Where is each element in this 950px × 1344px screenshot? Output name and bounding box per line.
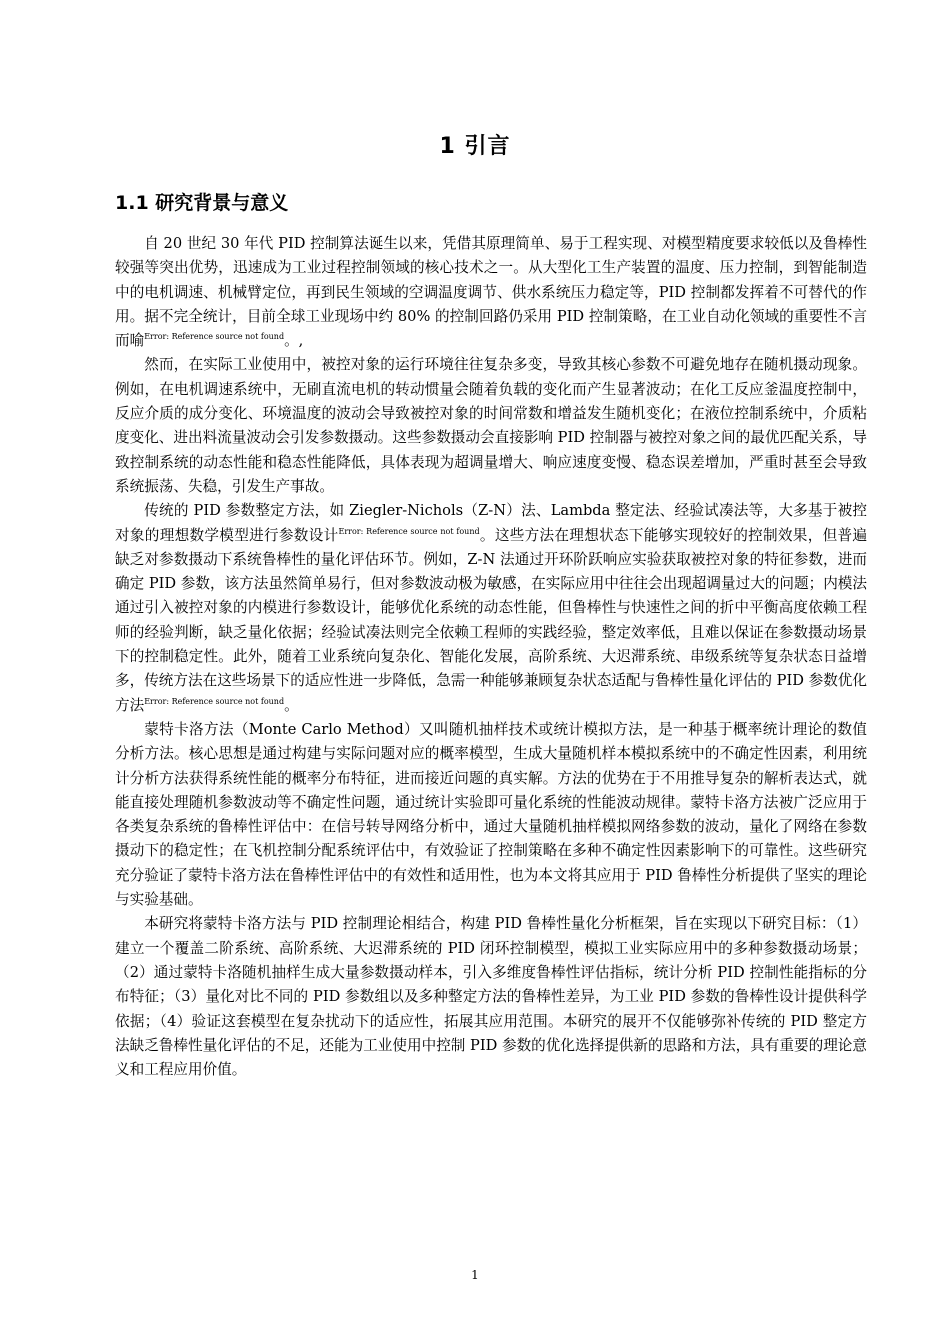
body-text xyxy=(115,232,867,1082)
reference-error-marker: Error: Reference source not found xyxy=(338,526,480,536)
paragraph-3-text-a: 传统的 PID 参数整定方法，如 Ziegler-Nichols（Z-N）法、Lambda 整定法、经验试凑法等，大多基于被控对象的理想数学模型进行参数设计 xyxy=(115,502,867,544)
paragraph-1-text-a: 自 20 世纪 30 年代 PID 控制算法诞生以来，凭借其原理简单、易于工程实现、对模型精度要求较低以及鲁棒性较强等突出优势，迅速成为工业过程控制领域的核心技术之一。从大型化工生产装置的温度、压力控制，到智能制造中的电机调速、机械臂定位，再到民生领域的空调温度调节、供水系统压力稳定等，PID 控制都发挥着不可替代的作用。据不完全统计，目前全球工业现场中约 80% 的控制回路仍采用 PID 控制策略，在工业自动化领域的重要性不言而喻 xyxy=(115,235,867,350)
paragraph-2-text: 然而，在实际工业使用中，被控对象的运行环境往往复杂多变，导致其核心参数不可避免地存在随机摄动现象。例如，在电机调速系统中，无刷直流电机的转动惯量会随着负载的变化而产生显著波动；在化工反应釜温度控制中，反应介质的成分变化、环境温度的波动会导致被控对象的时间常数和增益发生随机变化；在液位控制系统中，介质粘度变化、进出料流量波动会引发参数摄动。这些参数摄动会直接影响 PID 控制器与被控对象之间的最优匹配关系，导致控制系统的动态性能和稳态性能降低，具体表现为超调量增大、响应速度变慢、稳态误差增加，严重时甚至会导致系统振荡、失稳，引发生产事故。 xyxy=(115,356,867,495)
paragraph-3-text-c: 。 xyxy=(284,696,299,714)
page-number: 1 xyxy=(471,1268,479,1282)
section-title: 1.1 研究背景与意义 xyxy=(115,192,289,214)
paragraph-3 xyxy=(115,499,867,718)
paragraph-5 xyxy=(115,912,867,1082)
paragraph-1 xyxy=(115,232,867,353)
paragraph-4-text: 蒙特卡洛方法（Monte Carlo Method）又叫随机抽样技术或统计模拟方法，是一种基于概率统计理论的数值分析方法。核心思想是通过构建与实际问题对应的概率模型，生成大量随机样本模拟系统中的不确定性因素，利用统计分析方法获得系统性能的概率分布特征，进而接近问题的真实解。方法的优势在于不用推导复杂的解析表达式，就能直接处理随机参数波动等不确定性问题，通过统计实验即可量化系统的性能波动规律。蒙特卡洛方法被广泛应用于各类复杂系统的鲁棒性评估中：在信号转导网络分析中，通过大量随机抽样模拟网络参数的波动，量化了网络在参数摄动下的稳定性；在飞机控制分配系统评估中，有效验证了控制策略在多种不确定性因素影响下的可靠性。这些研究充分验证了蒙特卡洛方法在鲁棒性评估中的有效性和适用性，也为本文将其应用于 PID 鲁棒性分析提供了坚实的理论与实验基础。 xyxy=(115,720,867,909)
reference-error-marker: Error: Reference source not found xyxy=(144,332,285,342)
reference-error-marker: Error: Reference source not found xyxy=(144,696,285,706)
paragraph-4 xyxy=(115,718,867,912)
paragraph-3-text-b: 。这些方法在理想状态下能够实现较好的控制效果，但普遍缺乏对参数摄动下系统鲁棒性的量化评估环节。例如，Z-N 法通过开环阶跃响应实验获取被控对象的特征参数，进而确定 PID 参数，该方法虽然简单易行，但对参数波动极为敏感，在实际应用中往往会出现超调量过大的问题；内模法通过引入被控对象的内模进行参数设计，能够优化系统的动态性能，但鲁棒性与快速性之间的折中平衡高度依赖工程师的经验判断，缺乏量化依据；经验试凑法则完全依赖工程师的实践经验，整定效率低，且难以保证在参数摄动场景下的控制稳定性。此外，随着工业系统向复杂化、智能化发展，高阶系统、大迟滞系统、串级系统等复杂状态日益增多，传统方法在这些场景下的适应性进一步降低，急需一种能够兼顾复杂状态适配与鲁棒性量化评估的 PID 参数优化方法 xyxy=(115,526,867,714)
paragraph-5-text: 本研究将蒙特卡洛方法与 PID 控制理论相结合，构建 PID 鲁棒性量化分析框架，旨在实现以下研究目标：（1）建立一个覆盖二阶系统、高阶系统、大迟滞系统的 PID 闭环控制模型，模拟工业实际应用中的多种参数摄动场景；（2）通过蒙特卡洛随机抽样生成大量参数摄动样本，引入多维度鲁棒性评估指标，统计分析 PID 控制性能指标的分布特征；（3）量化对比不同的 PID 参数组以及多种整定方法的鲁棒性差异，为工业 PID 参数的鲁棒性设计提供科学依据；（4）验证这套模型在复杂扰动下的适应性，拓展其应用范围。本研究的展开不仅能够弥补传统的 PID 整定方法缺乏鲁棒性量化评估的不足，还能为工业使用中控制 PID 参数的优化选择提供新的思路和方法，具有重要的理论意义和工程应用价值。 xyxy=(115,915,867,1079)
paragraph-1-text-b: 。, xyxy=(284,332,304,350)
chapter-title: 1 引言 xyxy=(439,134,511,159)
paragraph-2 xyxy=(115,353,867,499)
